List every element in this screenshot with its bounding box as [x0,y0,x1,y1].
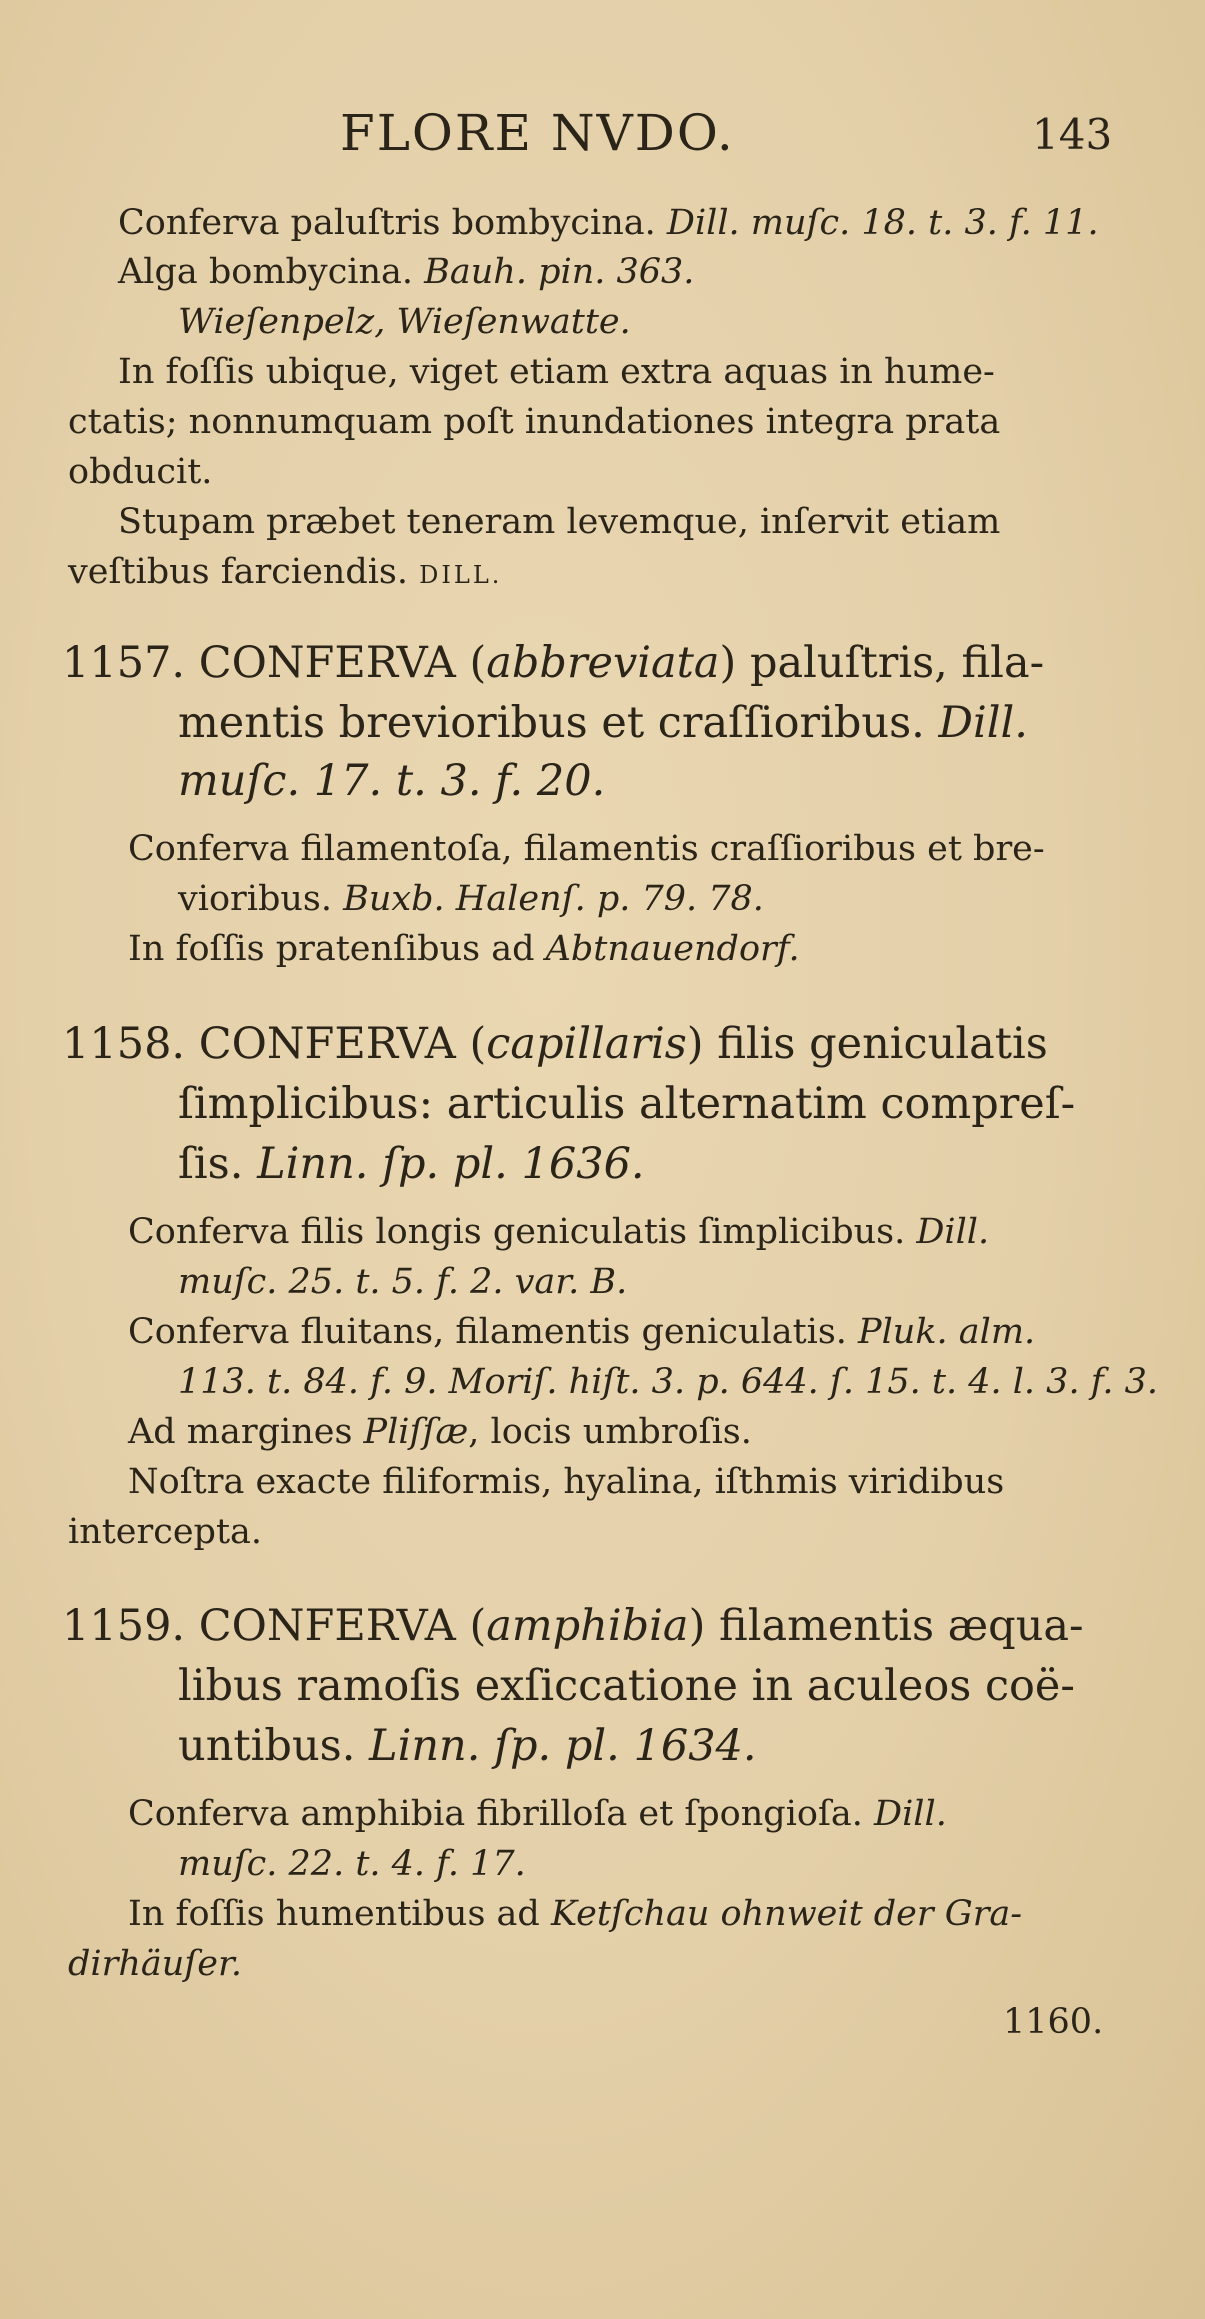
catchword [1003,2002,1104,2042]
entry-1158-line-2 [178,1079,1076,1129]
text-run: In foſſis humentibus ad [128,1894,551,1934]
italic-text: Abtnauendorf. [545,929,800,969]
italic-text: Linn. ſp. pl. 1636. [257,1139,645,1189]
italic-text: abbreviata [486,638,720,688]
entry-1157-line-2 [178,698,1028,748]
italic-text: Pliſſæ [363,1412,469,1452]
intro-line-4 [118,352,995,392]
text-run: Conferva filamentoſa, filamentis craſſioribus et bre- [128,829,1045,869]
italic-text: Dill. muſc. 18. t. 3. f. 11. [666,203,1099,243]
entry-1158-line-5 [178,1262,628,1302]
text-run: Conferva filis longis geniculatis ſimplicibus. [128,1212,917,1252]
intro-line-7 [118,502,1001,542]
italic-text: Linn. ſp. pl. 1634. [369,1721,757,1771]
text-run: mentis brevioribus et craſſioribus. [178,698,939,748]
text-run: Alga bombycina. [118,252,425,292]
italic-text: muſc. 22. t. 4. f. 17. [178,1844,526,1884]
italic-text: Buxb. Halenſ. p. 79. 78. [343,879,764,919]
entry-1159-line-6 [128,1894,1023,1934]
entry-1159-line-1 [62,1601,1084,1651]
text-run: obducit. [68,452,213,492]
entry-1158-line-7 [178,1362,1159,1402]
italic-text: Wieſenpelz, Wieſenwatte. [178,302,631,342]
intro-line-2 [118,252,695,292]
entry-1159-line-5 [178,1844,526,1884]
italic-text: Dill. [916,1212,990,1252]
entry-1157-line-1 [62,638,1045,688]
entry-1157-line-3 [178,756,606,806]
entry-1158-line-8 [128,1412,752,1452]
text-run: In foſſis ubique, viget etiam extra aquas in hume- [118,352,995,392]
text-run: Conferva fluitans, filamentis geniculatis. [128,1312,859,1352]
italic-text: capillaris [486,1019,687,1069]
running-head: FLORE NVDO. [340,104,735,162]
entry-1159-line-7 [68,1944,242,1984]
italic-text: Dill. [938,698,1028,748]
text-run: Conferva amphibia fibrilloſa et ſpongioſa. [128,1794,875,1834]
text-run: , locis umbroſis. [468,1412,752,1452]
italic-text: muſc. 25. t. 5. f. 2. var. B. [178,1262,628,1302]
intro-line-6 [68,452,213,492]
italic-text: Dill. [874,1794,947,1834]
text-run: ctatis; nonnumquam poſt inundationes integra prata [68,402,1001,442]
italic-text: Bauh. pin. 363. [424,252,695,292]
entry-1158-line-3 [178,1139,645,1189]
text-run: 1158. CONFERVA ( [62,1019,487,1069]
text-run: ſis. [178,1139,258,1189]
text-run: vioribus. [178,879,344,919]
text-run: In foſſis pratenſibus ad [128,929,546,969]
intro-line-3 [178,302,631,342]
text-run: 1157. CONFERVA ( [62,638,487,688]
page-number: 143 [1032,110,1113,159]
entry-1159-line-3 [178,1721,757,1771]
text-run: intercepta. [68,1512,263,1552]
small-caps-text: DILL. [419,561,503,589]
intro-line-1 [118,203,1099,243]
text-run: Ad margines [128,1412,364,1452]
text-run: libus ramoſis exſiccatione in aculeos coë- [178,1661,1075,1711]
entry-1158-line-10 [68,1512,263,1552]
text-run: ſimplicibus: articulis alternatim compreſ- [178,1079,1076,1129]
italic-text: dirhäuſer. [68,1944,242,1984]
entry-1158-line-9 [128,1462,1005,1502]
entry-1159-line-4 [128,1794,947,1834]
text-run: Stupam præbet teneram levemque, inſervit etiam [118,502,1001,542]
entry-1157-line-4 [128,829,1045,869]
text-run: ) filis geniculatis [686,1019,1048,1069]
entry-1157-line-6 [128,929,800,969]
intro-line-8 [68,552,503,592]
text-run: Noſtra exacte filiformis, hyalina, iſthmis viridibus [128,1462,1005,1502]
entry-1158-line-4 [128,1212,990,1252]
intro-line-5 [68,402,1001,442]
entry-1159-line-2 [178,1661,1075,1711]
text-run: veſtibus farciendis. [68,552,420,592]
text-run: 1159. CONFERVA ( [62,1601,487,1651]
text-run: ) paluſtris, fila- [719,638,1045,688]
text-run: Conferva paluſtris bombycina. [118,203,667,243]
entry-1157-line-5 [178,879,764,919]
entry-1158-line-1 [62,1019,1048,1069]
text-run: ) filamentis æqua- [688,1601,1084,1651]
italic-text: muſc. 17. t. 3. f. 20. [178,756,606,806]
text-run: untibus. [178,1721,370,1771]
italic-text: Ketſchau ohnweit der Gra- [550,1894,1023,1934]
italic-text: amphibia [486,1601,689,1651]
italic-text: Pluk. alm. [858,1312,1036,1352]
entry-1158-line-6 [128,1312,1036,1352]
text-run: 1160. [1003,2002,1104,2042]
italic-text: 113. t. 84. f. 9. Moriſ. hiſt. 3. p. 644. ſ. 15. t. 4. l. 3. f. 3. [178,1362,1159,1402]
